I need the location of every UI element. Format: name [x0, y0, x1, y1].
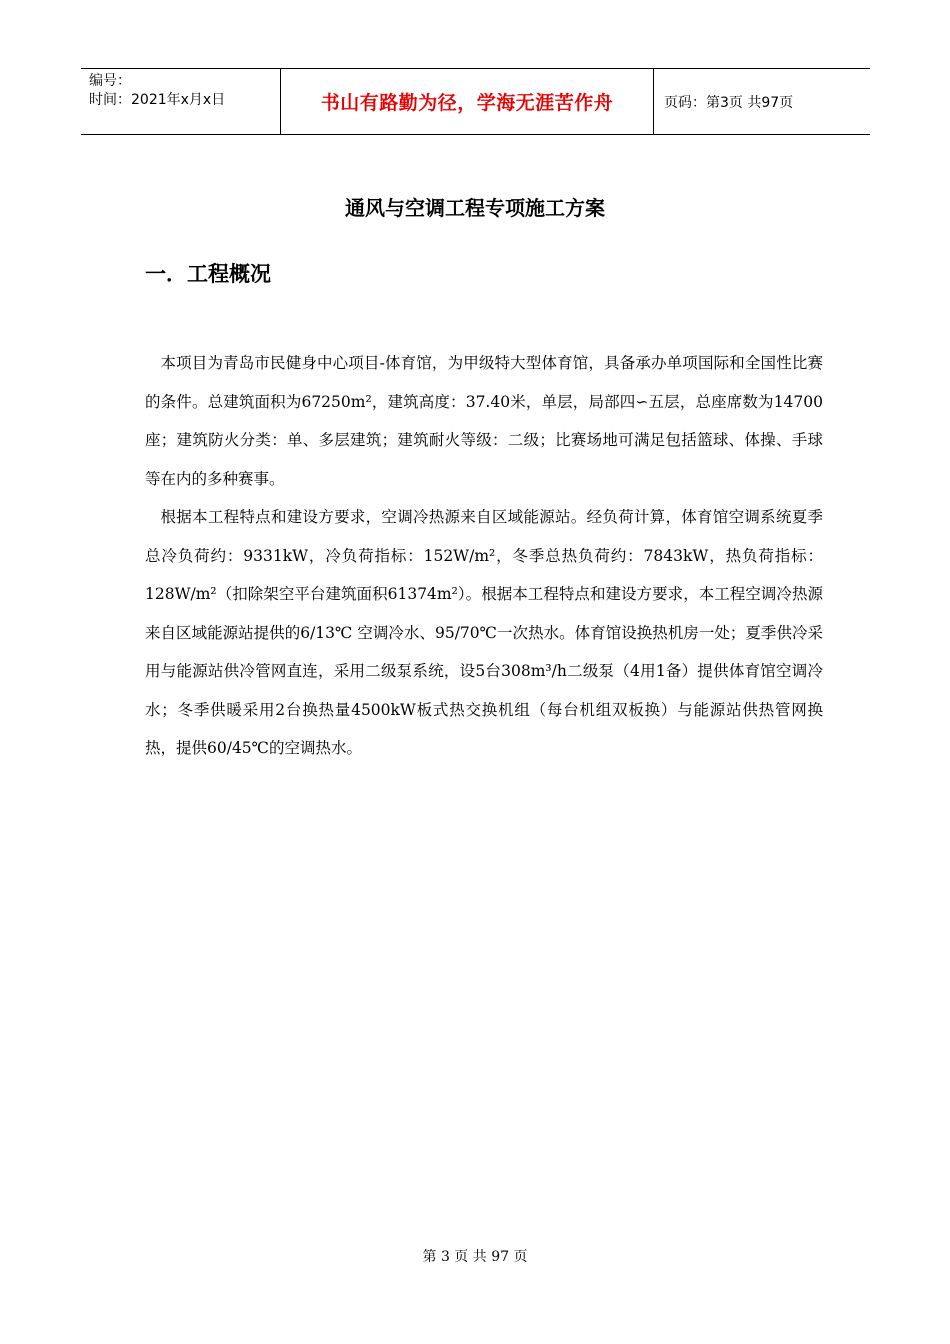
header-motto: 书山有路勤为径，学海无涯苦作舟 — [320, 92, 614, 114]
document-title: 通风与空调工程专项施工方案 — [345, 196, 605, 220]
document-number-label: 编号： — [89, 73, 131, 89]
body-text — [145, 344, 823, 768]
header-page-cell — [654, 69, 870, 134]
page-footer: 第 3 页 共 97 页 — [422, 1249, 528, 1265]
paragraph-1: 本项目为青岛市民健身中心项目-体育馆，为甲级特大型体育馆，具备承办单项国际和全国性比赛的条件。总建筑面积为67250m²，建筑高度：37.40米，单层，局部四∽五层，总座席数为14700座；建筑防火分类：单、多层建筑；建筑耐火等级：二级；比赛场地可满足包括篮球、体操、手球等在内的多种赛事。 — [145, 354, 823, 488]
header-motto-cell — [281, 69, 654, 134]
paragraph-2: 根据本工程特点和建设方要求，空调冷热源来自区域能源站。经负荷计算，体育馆空调系统夏季总冷负荷约：9331kW，冷负荷指标：152W/m²，冬季总热负荷约：7843kW，热负荷指标：128W/m²（扣除架空平台建筑面积61374m²）。根据本工程特点和建设方要求，本工程空调冷热源来自区域能源站提供的6/13℃ 空调冷水、95/70℃一次热水。体育馆设换热机房一处；夏季供冷采用与能源站供冷管网直连，采用二级泵系统，设5台308m³/h二级泵（4用1备）提供体育馆空调冷水；冬季供暖采用2台换热量4500kW板式热交换机组（每台机组双板换）与能源站供热管网换热，提供60/45℃的空调热水。 — [145, 508, 823, 757]
page-header-table — [81, 68, 870, 135]
document-date: 时间：2021年x月x日 — [89, 92, 226, 108]
header-page-info: 页码：第3页 共97页 — [664, 94, 794, 111]
header-left-cell — [81, 69, 281, 134]
section-heading: 一．工程概况 — [145, 262, 271, 286]
